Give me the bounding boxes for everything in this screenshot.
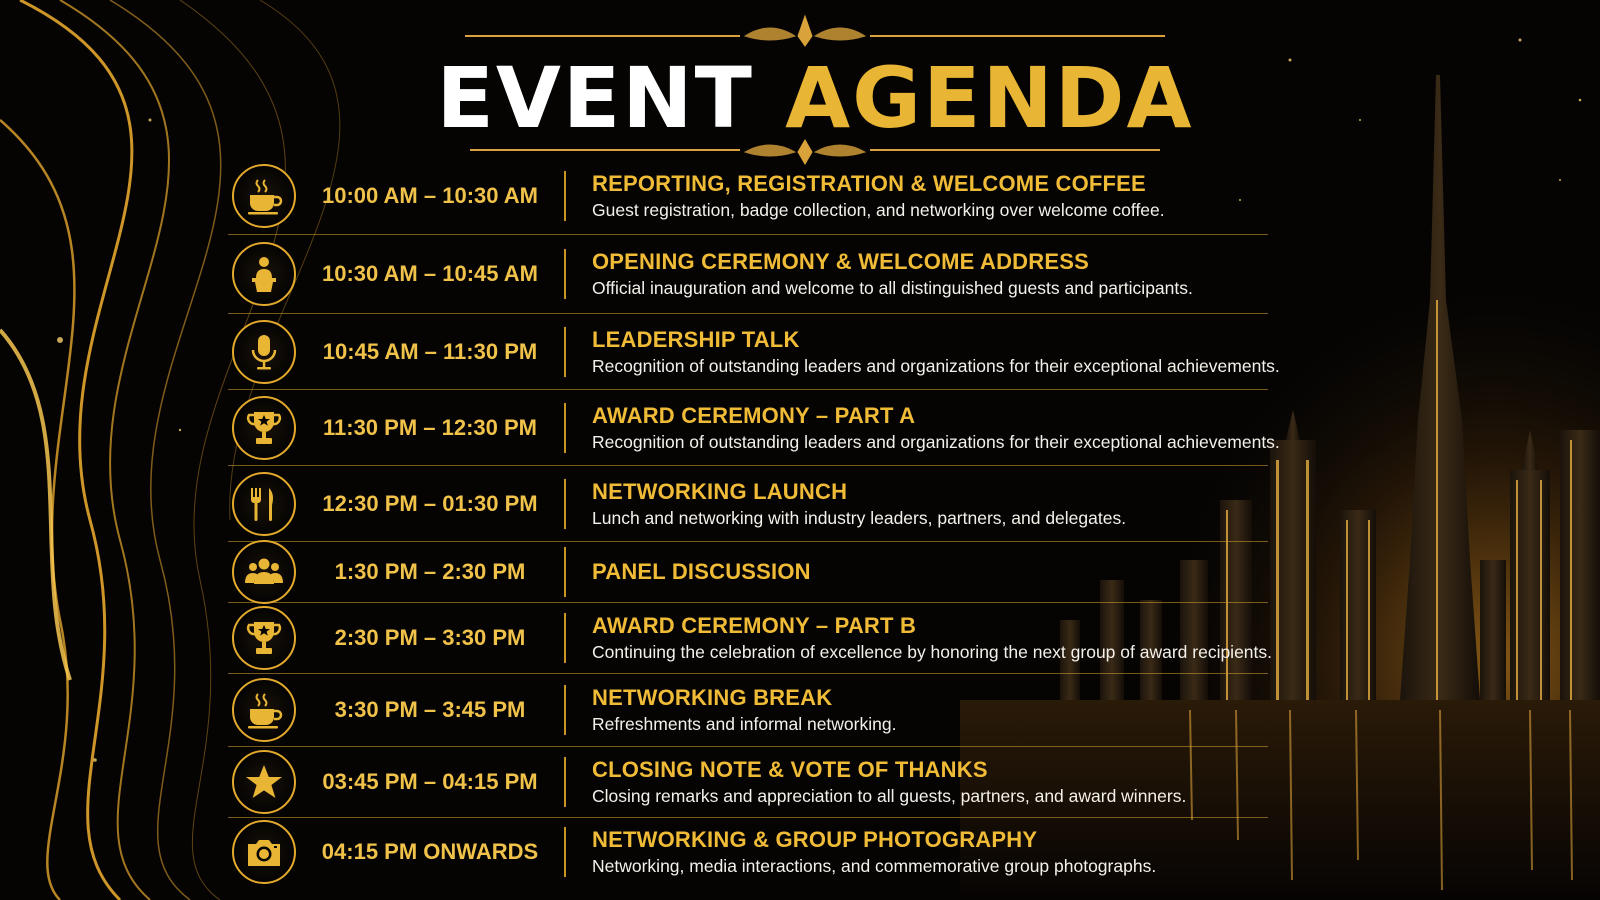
title-word-event: EVENT (436, 49, 754, 147)
title-word-agenda: AGENDA (785, 49, 1194, 147)
trophy-icon (232, 606, 296, 670)
agenda-time: 10:45 AM – 11:30 PM (322, 338, 538, 364)
agenda-time: 10:00 AM – 10:30 AM (321, 183, 538, 208)
agenda-description: Recognition of outstanding leaders and organizations for their exceptional achievements. (592, 355, 1280, 376)
agenda-row (228, 747, 1268, 818)
agenda-row (228, 390, 1280, 466)
agenda-title: REPORTING, REGISTRATION & WELCOME COFFEE (592, 171, 1146, 196)
agenda-time: 2:30 PM – 3:30 PM (334, 625, 526, 650)
agenda-text (592, 558, 1292, 586)
agenda-separator (564, 327, 566, 377)
agenda-description: Closing remarks and appreciation to all guests, partners, and award winners. (592, 786, 1187, 806)
agenda-time: 11:30 PM – 12:30 PM (322, 414, 537, 440)
coffee-cup-icon (232, 678, 296, 742)
agenda-row (228, 314, 1280, 390)
agenda-text (592, 248, 1292, 300)
agenda-text (592, 478, 1292, 530)
camera-icon (232, 820, 296, 884)
agenda-time: 03:45 PM – 04:15 PM (322, 769, 538, 794)
star-icon (232, 750, 296, 814)
agenda-text (592, 402, 1292, 454)
agenda-title: OPENING CEREMONY & WELCOME ADDRESS (592, 249, 1089, 274)
agenda-description: Lunch and networking with industry leaders, partners, and delegates. (592, 507, 1127, 528)
speaker-podium-icon (232, 242, 296, 306)
group-icon (232, 540, 296, 604)
agenda-title: AWARD CEREMONY – PART A (592, 402, 916, 428)
agenda-separator (564, 403, 566, 453)
agenda-description: Refreshments and informal networking. (592, 714, 897, 734)
agenda-title: PANEL DISCUSSION (592, 559, 811, 584)
agenda-text (592, 612, 1292, 664)
agenda-row (228, 603, 1273, 674)
agenda-time: 1:30 PM – 2:30 PM (334, 559, 526, 584)
agenda-text (592, 756, 1292, 808)
agenda-description: Recognition of outstanding leaders and organizations for their exceptional achievements. (592, 431, 1280, 452)
agenda-text (592, 684, 1292, 736)
agenda-separator (564, 827, 566, 877)
agenda-row (228, 818, 1268, 886)
microphone-icon (232, 320, 296, 384)
cutlery-icon (232, 472, 296, 536)
agenda-row (228, 674, 1268, 747)
agenda-text (592, 826, 1292, 878)
agenda-separator (564, 547, 566, 597)
agenda-separator (564, 685, 566, 735)
title-block (420, 12, 1210, 162)
agenda-description: Continuing the celebration of excellence by honoring the next group of award recipients. (592, 642, 1273, 662)
agenda-row (228, 235, 1268, 314)
agenda-title: AWARD CEREMONY – PART B (592, 613, 917, 638)
agenda-title: NETWORKING & GROUP PHOTOGRAPHY (592, 827, 1038, 852)
agenda-time: 12:30 PM – 01:30 PM (322, 490, 538, 516)
agenda-title: NETWORKING LAUNCH (592, 478, 848, 504)
agenda-time: 3:30 PM – 3:45 PM (334, 697, 526, 722)
agenda-separator (564, 757, 566, 807)
agenda-separator (564, 171, 566, 221)
agenda-title: NETWORKING BREAK (592, 685, 833, 710)
agenda-description: Guest registration, badge collection, and networking over welcome coffee. (592, 200, 1165, 220)
agenda-description: Networking, media interactions, and commemorative group photographs. (592, 856, 1157, 876)
agenda-time: 04:15 PM ONWARDS (321, 839, 539, 864)
agenda-separator (564, 613, 566, 663)
trophy-icon (232, 396, 296, 460)
agenda-list (228, 158, 1288, 886)
agenda-text (592, 326, 1292, 378)
agenda-title: CLOSING NOTE & VOTE OF THANKS (592, 757, 988, 782)
agenda-text (592, 170, 1292, 222)
agenda-time: 10:30 AM – 10:45 AM (321, 261, 538, 286)
agenda-row (228, 542, 1268, 603)
coffee-cup-icon (232, 164, 296, 228)
agenda-separator (564, 249, 566, 299)
agenda-description: Official inauguration and welcome to all distinguished guests and participants. (592, 278, 1193, 298)
agenda-row (228, 158, 1268, 235)
agenda-separator (564, 479, 566, 529)
page-title (420, 49, 1210, 147)
agenda-row (228, 466, 1268, 542)
agenda-title: LEADERSHIP TALK (592, 326, 800, 352)
